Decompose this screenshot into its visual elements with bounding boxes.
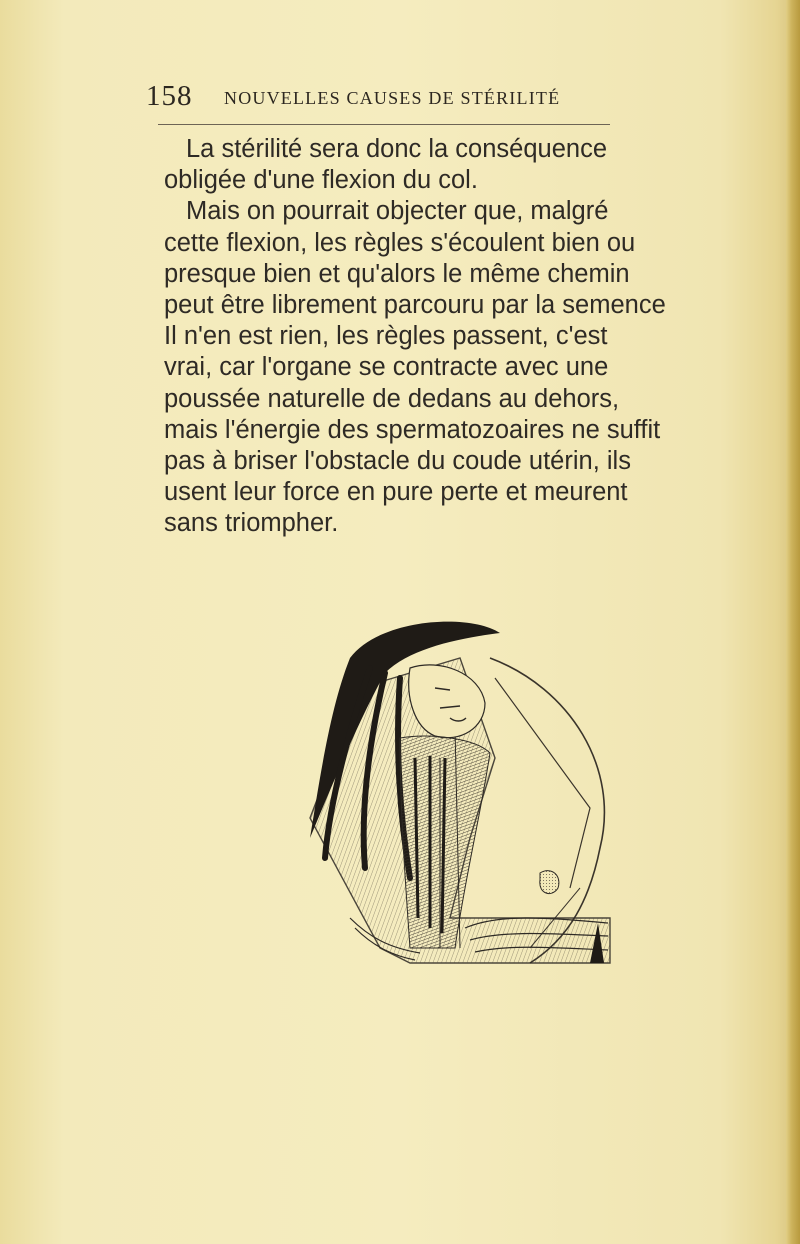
text-line: cette flexion, les règles s'écoulent bien ou	[164, 228, 636, 257]
text-line: vrai, car l'organe se contracte avec une	[164, 353, 609, 382]
text-line: sans triompher.	[164, 509, 339, 538]
text-line: mais l'énergie des spermatozoaires ne suffit	[164, 415, 661, 444]
page-edge-shadow	[786, 0, 800, 1244]
header-rule	[158, 124, 610, 125]
text-line: usent leur force en pure perte et meurent	[164, 478, 628, 507]
diagonal-line	[495, 678, 590, 888]
text-line: Mais on pourrait objecter que, malgré	[186, 197, 609, 226]
text-line: La stérilité sera donc la conséquence	[186, 135, 608, 163]
engraved-illustration	[290, 618, 620, 978]
page-number: 158	[146, 80, 193, 112]
running-title: NOUVELLES CAUSES DE STÉRILITÉ	[224, 88, 561, 108]
text-line: presque bien et qu'alors le même chemin	[164, 259, 630, 288]
page-header	[146, 80, 646, 112]
text-line: obligée d'une flexion du col.	[164, 166, 478, 195]
text-line: Il n'en est rien, les règles passent, c'est	[164, 322, 608, 351]
text-line: poussée naturelle de dedans au dehors,	[164, 384, 620, 413]
small-figure	[540, 871, 559, 894]
body-text	[164, 134, 724, 539]
text-line: peut être librement parcouru par la semence	[164, 290, 666, 319]
circle-outline	[490, 658, 604, 963]
text-line: pas à briser l'obstacle du coude utérin, ils	[164, 446, 631, 475]
